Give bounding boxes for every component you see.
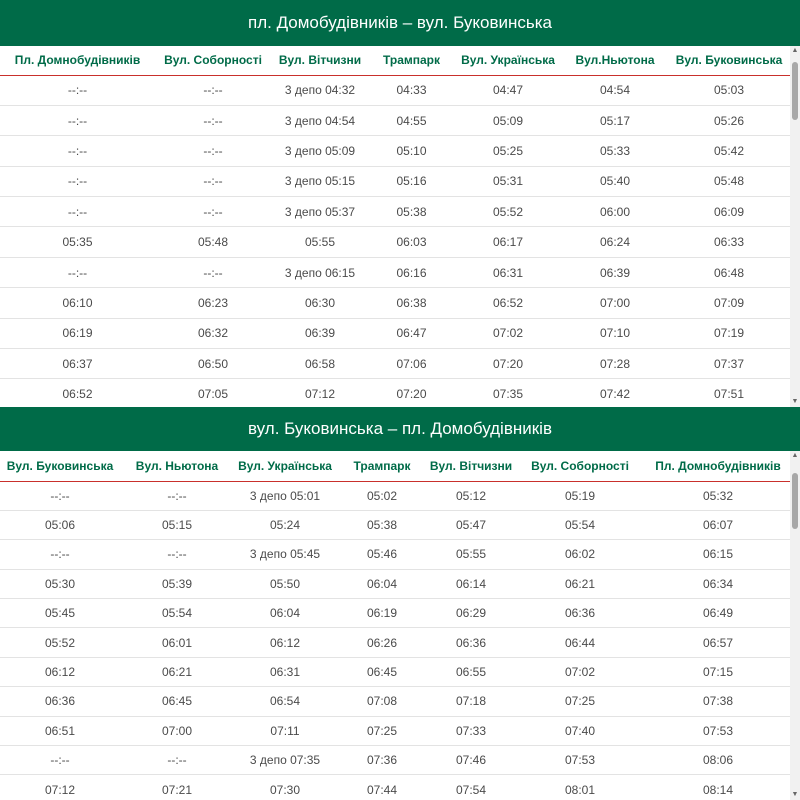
table-cell: 05:39	[120, 569, 234, 598]
table-cell: --:--	[0, 257, 155, 287]
table-cell: 07:00	[120, 716, 234, 745]
table-row	[0, 510, 790, 539]
table-cell: 06:44	[514, 628, 646, 657]
table-cell: 05:55	[271, 227, 369, 257]
table-cell: 06:34	[646, 569, 790, 598]
column-header: Вул. Українська	[234, 451, 336, 481]
table-cell: 04:55	[369, 105, 454, 135]
table-cell: 06:30	[271, 288, 369, 318]
table-cell: 05:09	[454, 105, 562, 135]
table-cell: 07:10	[562, 318, 668, 348]
table-cell: 06:38	[369, 288, 454, 318]
table-cell: 06:09	[668, 197, 790, 227]
column-header: Вул. Вітчизни	[428, 451, 514, 481]
table-cell: 06:21	[120, 657, 234, 686]
timetable	[0, 46, 790, 407]
route-title: пл. Домобудівників – вул. Буковинська	[0, 0, 800, 46]
table-cell: 07:15	[646, 657, 790, 686]
table-cell: --:--	[0, 481, 120, 510]
table-cell: 3 депо 05:37	[271, 197, 369, 227]
column-header: Трампарк	[369, 46, 454, 75]
table-row	[0, 569, 790, 598]
table-cell: --:--	[120, 746, 234, 775]
table-cell: 06:14	[428, 569, 514, 598]
table-cell: 3 депо 05:09	[271, 136, 369, 166]
table-cell: 05:48	[155, 227, 271, 257]
table-cell: 06:01	[120, 628, 234, 657]
table-cell: 06:19	[0, 318, 155, 348]
table-row	[0, 540, 790, 569]
table-cell: 3 депо 04:54	[271, 105, 369, 135]
table-cell: 05:35	[0, 227, 155, 257]
table-cell: 06:58	[271, 349, 369, 379]
table-row	[0, 716, 790, 745]
table-cell: 05:54	[120, 599, 234, 628]
route-title: вул. Буковинська – пл. Домобудівників	[0, 407, 800, 451]
timetable-scroll-area[interactable]	[0, 451, 790, 800]
table-cell: 07:02	[514, 657, 646, 686]
table-row	[0, 481, 790, 510]
table-cell: 07:05	[155, 379, 271, 407]
table-cell: 06:21	[514, 569, 646, 598]
table-row	[0, 657, 790, 686]
table-row	[0, 775, 790, 800]
table-cell: 07:21	[120, 775, 234, 800]
table-cell: 06:32	[155, 318, 271, 348]
table-cell: 07:28	[562, 349, 668, 379]
table-cell: --:--	[155, 105, 271, 135]
table-cell: 06:55	[428, 657, 514, 686]
table-cell: 07:19	[668, 318, 790, 348]
table-row	[0, 166, 790, 196]
table-cell: 06:47	[369, 318, 454, 348]
table-cell: 06:16	[369, 257, 454, 287]
table-cell: 3 депо 05:45	[234, 540, 336, 569]
column-header: Пл. Домнобудівників	[0, 46, 155, 75]
table-cell: 07:51	[668, 379, 790, 407]
column-header: Вул. Ньютона	[120, 451, 234, 481]
table-cell: 06:33	[668, 227, 790, 257]
table-cell: 05:17	[562, 105, 668, 135]
table-cell: 06:39	[562, 257, 668, 287]
table-row	[0, 349, 790, 379]
column-header: Вул. Буковинська	[0, 451, 120, 481]
table-cell: 06:49	[646, 599, 790, 628]
table-row	[0, 599, 790, 628]
table-cell: --:--	[0, 105, 155, 135]
table-cell: 06:39	[271, 318, 369, 348]
table-cell: 3 депо 05:01	[234, 481, 336, 510]
table-row	[0, 105, 790, 135]
table-cell: 3 депо 05:15	[271, 166, 369, 196]
table-cell: 3 депо 04:32	[271, 75, 369, 105]
table-row	[0, 288, 790, 318]
table-cell: 3 депо 07:35	[234, 746, 336, 775]
table-cell: 07:35	[454, 379, 562, 407]
table-cell: 08:01	[514, 775, 646, 800]
table-cell: 05:10	[369, 136, 454, 166]
table-cell: 06:48	[668, 257, 790, 287]
column-header: Вул. Українська	[454, 46, 562, 75]
table-cell: 06:52	[0, 379, 155, 407]
table-cell: 06:26	[336, 628, 428, 657]
table-cell: 07:25	[514, 687, 646, 716]
table-cell: 07:12	[271, 379, 369, 407]
table-row	[0, 318, 790, 348]
table-cell: 05:38	[336, 510, 428, 539]
table-cell: 06:00	[562, 197, 668, 227]
scroll-down-arrow-icon[interactable]: ▼	[791, 791, 799, 798]
table-row	[0, 227, 790, 257]
timetable	[0, 451, 790, 800]
table-cell: 06:17	[454, 227, 562, 257]
table-cell: --:--	[155, 257, 271, 287]
table-cell: 05:24	[234, 510, 336, 539]
table-cell: 06:31	[454, 257, 562, 287]
table-cell: 06:02	[514, 540, 646, 569]
vertical-scrollbar[interactable]	[790, 46, 800, 407]
table-cell: 07:37	[668, 349, 790, 379]
timetable-body	[0, 75, 790, 407]
column-header: Вул. Вітчизни	[271, 46, 369, 75]
table-row	[0, 687, 790, 716]
table-cell: 06:37	[0, 349, 155, 379]
table-cell: 07:53	[514, 746, 646, 775]
table-row	[0, 75, 790, 105]
table-cell: --:--	[155, 166, 271, 196]
table-cell: 07:38	[646, 687, 790, 716]
table-cell: 05:19	[514, 481, 646, 510]
column-header: Пл. Домнобудівників	[646, 451, 790, 481]
column-header: Вул. Буковинська	[668, 46, 790, 75]
schedule-panel-bukovynska-to-domobudivnykiv	[0, 407, 800, 800]
table-row	[0, 197, 790, 227]
table-cell: 06:03	[369, 227, 454, 257]
table-cell: 07:12	[0, 775, 120, 800]
table-cell: --:--	[0, 540, 120, 569]
table-cell: 06:23	[155, 288, 271, 318]
table-cell: 07:53	[646, 716, 790, 745]
table-cell: 05:03	[668, 75, 790, 105]
table-cell: 06:45	[336, 657, 428, 686]
table-cell: 05:31	[454, 166, 562, 196]
table-cell: 07:00	[562, 288, 668, 318]
table-cell: 06:19	[336, 599, 428, 628]
table-cell: 05:38	[369, 197, 454, 227]
table-cell: 05:30	[0, 569, 120, 598]
table-cell: 07:33	[428, 716, 514, 745]
table-cell: 06:04	[336, 569, 428, 598]
table-cell: 06:36	[428, 628, 514, 657]
table-cell: 07:54	[428, 775, 514, 800]
table-cell: 06:51	[0, 716, 120, 745]
table-cell: --:--	[155, 197, 271, 227]
table-row	[0, 257, 790, 287]
scroll-down-arrow-icon[interactable]: ▼	[791, 398, 799, 405]
table-cell: 08:06	[646, 746, 790, 775]
table-cell: 04:47	[454, 75, 562, 105]
table-cell: 05:45	[0, 599, 120, 628]
timetable-body	[0, 481, 790, 800]
table-cell: 07:06	[369, 349, 454, 379]
table-cell: 06:31	[234, 657, 336, 686]
table-row	[0, 136, 790, 166]
table-cell: 05:06	[0, 510, 120, 539]
table-cell: 06:45	[120, 687, 234, 716]
table-cell: 06:07	[646, 510, 790, 539]
table-cell: 07:30	[234, 775, 336, 800]
table-cell: 05:52	[0, 628, 120, 657]
table-cell: 06:57	[646, 628, 790, 657]
table-cell: --:--	[155, 136, 271, 166]
table-cell: 07:42	[562, 379, 668, 407]
table-cell: 06:29	[428, 599, 514, 628]
table-cell: --:--	[155, 75, 271, 105]
column-header: Вул.Ньютона	[562, 46, 668, 75]
table-cell: 07:20	[454, 349, 562, 379]
table-cell: 07:08	[336, 687, 428, 716]
scroll-up-arrow-icon[interactable]: ▲	[791, 452, 799, 459]
table-cell: 06:36	[514, 599, 646, 628]
table-cell: 05:42	[668, 136, 790, 166]
table-cell: 05:02	[336, 481, 428, 510]
column-header: Трампарк	[336, 451, 428, 481]
table-row	[0, 746, 790, 775]
table-cell: 05:26	[668, 105, 790, 135]
table-cell: 3 депо 06:15	[271, 257, 369, 287]
column-header: Вул. Соборності	[514, 451, 646, 481]
table-cell: 07:18	[428, 687, 514, 716]
table-cell: 06:12	[234, 628, 336, 657]
table-cell: 06:52	[454, 288, 562, 318]
table-cell: 07:36	[336, 746, 428, 775]
table-cell: 06:15	[646, 540, 790, 569]
table-row	[0, 628, 790, 657]
table-cell: 05:12	[428, 481, 514, 510]
table-cell: --:--	[0, 136, 155, 166]
table-cell: 07:40	[514, 716, 646, 745]
table-cell: 06:36	[0, 687, 120, 716]
table-cell: 05:46	[336, 540, 428, 569]
table-cell: 06:04	[234, 599, 336, 628]
table-cell: 07:25	[336, 716, 428, 745]
table-cell: --:--	[120, 540, 234, 569]
table-cell: 07:20	[369, 379, 454, 407]
table-cell: 05:55	[428, 540, 514, 569]
table-cell: 07:11	[234, 716, 336, 745]
table-cell: 07:09	[668, 288, 790, 318]
table-cell: 05:33	[562, 136, 668, 166]
table-cell: 06:54	[234, 687, 336, 716]
scroll-up-arrow-icon[interactable]: ▲	[791, 47, 799, 54]
table-cell: 04:54	[562, 75, 668, 105]
timetable-scroll-area[interactable]	[0, 46, 790, 407]
table-cell: 05:52	[454, 197, 562, 227]
table-cell: 05:47	[428, 510, 514, 539]
scroll-thumb[interactable]	[792, 473, 798, 529]
table-cell: --:--	[120, 481, 234, 510]
table-cell: 06:50	[155, 349, 271, 379]
vertical-scrollbar[interactable]	[790, 451, 800, 800]
table-cell: --:--	[0, 746, 120, 775]
scroll-thumb[interactable]	[792, 62, 798, 120]
table-cell: 05:54	[514, 510, 646, 539]
table-cell: 05:32	[646, 481, 790, 510]
table-cell: 07:46	[428, 746, 514, 775]
table-cell: 05:50	[234, 569, 336, 598]
table-cell: 06:10	[0, 288, 155, 318]
header-row	[0, 46, 790, 75]
table-cell: 05:25	[454, 136, 562, 166]
table-cell: --:--	[0, 75, 155, 105]
column-header: Вул. Соборності	[155, 46, 271, 75]
table-cell: --:--	[0, 166, 155, 196]
table-row	[0, 379, 790, 407]
table-cell: 08:14	[646, 775, 790, 800]
table-cell: 07:44	[336, 775, 428, 800]
table-cell: 07:02	[454, 318, 562, 348]
table-cell: 05:40	[562, 166, 668, 196]
table-cell: 05:16	[369, 166, 454, 196]
table-cell: 06:24	[562, 227, 668, 257]
table-cell: 05:15	[120, 510, 234, 539]
table-cell: 06:12	[0, 657, 120, 686]
table-cell: 05:48	[668, 166, 790, 196]
table-cell: --:--	[0, 197, 155, 227]
table-cell: 04:33	[369, 75, 454, 105]
header-row	[0, 451, 790, 481]
